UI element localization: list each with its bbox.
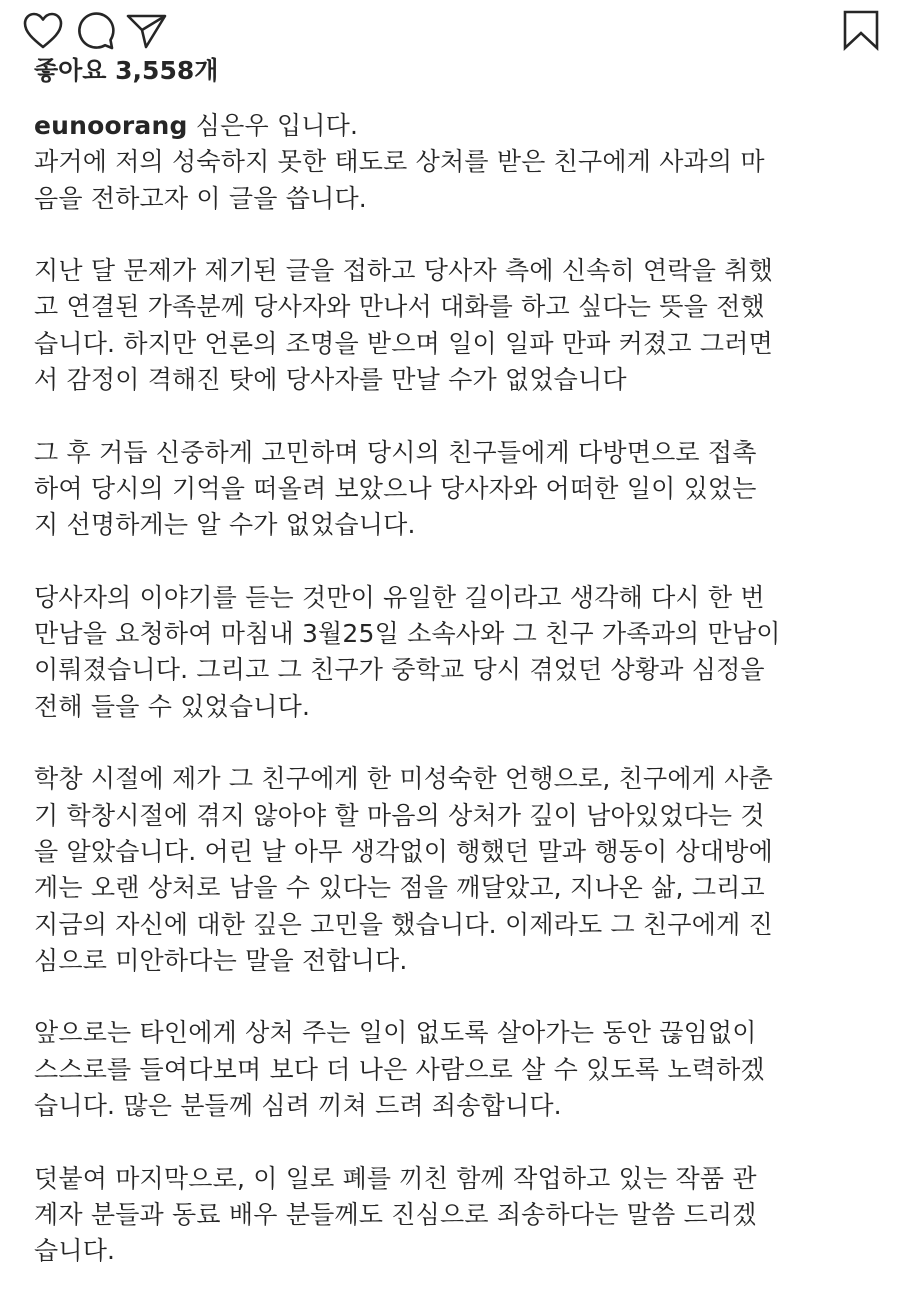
caption-line: 서 감정이 격해진 탓에 당사자를 만날 수가 없었습니다 xyxy=(34,365,627,395)
caption-line: 고 연결된 가족분께 당사자와 만나서 대화를 하고 싶다는 뜻을 전했 xyxy=(34,292,765,322)
caption-line: 게는 오랜 상처로 남을 수 있다는 점을 깨달았고, 지나온 삶, 그리고 xyxy=(34,873,765,903)
caption-line: 기 학창시절에 겪지 않아야 할 마음의 상처가 깊이 남아있었다는 것 xyxy=(34,800,765,830)
caption-paragraph xyxy=(34,580,870,725)
caption-line: 계자 분들과 동료 배우 분들께도 진심으로 죄송하다는 말씀 드리겠 xyxy=(34,1199,757,1229)
caption-line: 지 선명하게는 알 수가 없었습니다. xyxy=(34,510,416,540)
username-link[interactable]: eunoorang xyxy=(34,111,188,140)
comment-bubble-icon[interactable] xyxy=(72,8,118,54)
caption-line: 학창 시절에 제가 그 친구에게 한 미성숙한 언행으로, 친구에게 사춘 xyxy=(34,764,773,794)
caption-line: 하여 당시의 기억을 떠올려 보았으나 당사자와 어떠한 일이 있었는 xyxy=(34,473,757,503)
caption-line: 음을 전하고자 이 글을 씁니다. xyxy=(34,183,367,213)
caption-intro-text: 심은우 입니다. xyxy=(187,111,359,140)
caption-line: 이뤄졌습니다. 그리고 그 친구가 중학교 당시 겪었던 상황과 심정을 xyxy=(34,655,765,685)
caption-paragraph xyxy=(34,1015,870,1124)
caption-line xyxy=(34,108,870,144)
caption-line: 을 알았습니다. 어린 날 아무 생각없이 행했던 말과 행동이 상대방에 xyxy=(34,836,773,866)
caption-line: 습니다. xyxy=(34,1236,116,1266)
caption-line: 당사자의 이야기를 듣는 것만이 유일한 길이라고 생각해 다시 한 번 xyxy=(34,582,765,612)
caption-paragraph xyxy=(34,1161,870,1270)
post-caption xyxy=(34,108,870,1306)
caption-line: 과거에 저의 성숙하지 못한 태도로 상처를 받은 친구에게 사과의 마 xyxy=(34,147,765,177)
caption-line: 전해 들을 수 있었습니다. xyxy=(34,691,311,721)
caption-line: 스스로를 들여다보며 보다 더 나은 사람으로 살 수 있도록 노력하겠 xyxy=(34,1054,765,1084)
paper-plane-icon[interactable] xyxy=(124,8,170,54)
caption-intro-paragraph xyxy=(34,108,870,217)
caption-line: 습니다. 하지만 언론의 조명을 받으며 일이 일파 만파 커졌고 그러면 xyxy=(34,328,773,358)
caption-line: 지난 달 문제가 제기된 글을 접하고 당사자 측에 신속히 연락을 취했 xyxy=(34,256,773,286)
caption-line: 그 후 거듭 신중하게 고민하며 당시의 친구들에게 다방면으로 접촉 xyxy=(34,437,757,467)
post-action-bar xyxy=(0,0,900,56)
caption-paragraph xyxy=(34,435,870,544)
bookmark-icon[interactable] xyxy=(838,8,884,54)
like-count[interactable]: 좋아요 3,558개 xyxy=(34,56,219,85)
caption-paragraph xyxy=(34,761,870,979)
caption-line: 지금의 자신에 대한 깊은 고민을 했습니다. 이제라도 그 친구에게 진 xyxy=(34,909,773,939)
caption-line: 만남을 요청하여 마침내 3월25일 소속사와 그 친구 가족과의 만남이 xyxy=(34,619,781,649)
heart-icon[interactable] xyxy=(20,8,66,54)
caption-line: 심으로 미안하다는 말을 전합니다. xyxy=(34,945,408,975)
caption-line: 습니다. 많은 분들께 심려 끼쳐 드려 죄송합니다. xyxy=(34,1091,562,1121)
caption-paragraph xyxy=(34,253,870,398)
caption-line: 덧붙여 마지막으로, 이 일로 폐를 끼친 함께 작업하고 있는 작품 관 xyxy=(34,1163,757,1193)
caption-line: 앞으로는 타인에게 상처 주는 일이 없도록 살아가는 동안 끊임없이 xyxy=(34,1018,757,1048)
